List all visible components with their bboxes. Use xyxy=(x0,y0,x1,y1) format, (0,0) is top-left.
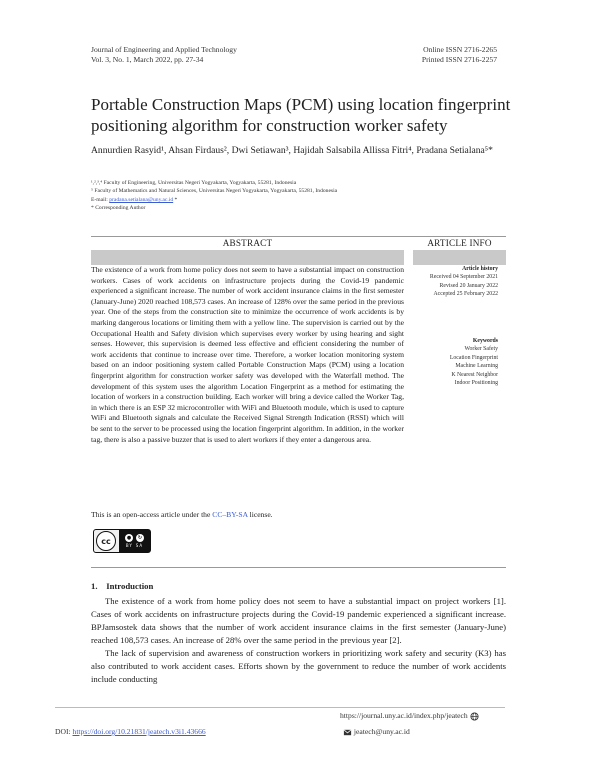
online-issn: Online ISSN 2716-2265 xyxy=(423,45,497,54)
paper-title: Portable Construction Maps (PCM) using location fingerprint positioning algorithm for construction worker safety xyxy=(91,95,511,135)
footer-divider xyxy=(55,707,505,708)
abstract-text: The existence of a work from home policy does not seem to have a substantial impact on construction workers. Cases of work accidents on infrastructure projects during the Covid-19 pandemic experienced a significant increase. The number of work accident insurance claims in the first semester (January-June) 2020 reached 108,573 cases. An increase of 128% over the same period in the previous year. One of the steps from the construction site to minimize the occurrence of work accidents is by marking dangerous locations or limiting them with a yellow line. The supervision is carried out by the Occupational Health and Safety division which supervises every worker by using hearing and sight senses. However, this supervision is deemed less effective and efficient considering the number of work accidents that continue to increase over time. Therefore, a worker location monitoring system based on an indoor positioning system called Portable Construction Maps (PCM) using a location fingerprint algorithm for construction worker safety was developed with the Waterfall method. The development of this system uses the algorithm Location Fingerprint as a method for estimating the location of workers in a construction building. Each worker will bring a device called the Worker Tag, in which there is an ESP 32 microcontroller with WiFi and Bluetooth module, which is used to capture WiFi and Bluetooth signals and calculate the Received Signal Strength Indication (RSSI) which will be sent to the server to be processed using the location fingerprint algorithm. In addition, in the worker tag, there is also a passive buzzer that is used to alert workers if they enter a dangerous area. xyxy=(91,265,404,444)
article-history-heading: Article history xyxy=(462,266,498,272)
email-icon xyxy=(343,728,352,737)
author-email-link[interactable]: pradana.setialana@uny.ac.id xyxy=(109,196,174,203)
oa-prefix: This is an open-access article under the xyxy=(91,510,213,519)
sa-share-icon: ↻ xyxy=(137,535,143,541)
keywords-heading: Keywords xyxy=(472,338,498,344)
doi-line xyxy=(55,727,206,736)
keyword-item: K Nearest Neighbor xyxy=(451,371,498,378)
introduction-body xyxy=(91,595,506,686)
keyword-item: Location Fingerprint xyxy=(449,354,498,361)
affiliation-2: ⁵ Faculty of Mathematics and Natural Sciences, Universitas Negeri Yogyakarta, Yogyakarta, 55281, Indonesia xyxy=(91,188,338,195)
article-info-heading: ARTICLE INFO xyxy=(427,238,492,248)
abstract-heading-bar xyxy=(91,250,404,265)
article-history xyxy=(415,265,498,299)
cc-by-sa-badge[interactable] xyxy=(93,529,151,553)
accepted-date: Accepted 25 February 2022 xyxy=(433,291,498,298)
intro-paragraph-2: The lack of supervision and awareness of construction workers in prioritizing work safety and security (K3) has also contributed to work accident cases. Efforts shown by the government to reduce the number of work accidents include conducting xyxy=(91,648,506,684)
affiliations xyxy=(91,179,511,213)
keyword-item: Machine Learning xyxy=(455,363,498,370)
received-date: Received 04 September 2021 xyxy=(429,274,498,281)
section-divider-bottom xyxy=(91,567,506,568)
journal-site-line xyxy=(340,711,479,721)
abstract-body xyxy=(91,265,404,445)
by-person-icon: ● xyxy=(126,535,132,541)
intro-paragraph-1: The existence of a work from home policy does not seem to have a substantial impact on project workers [1]. Cases of work accidents on infrastructure projects during the Covid-19 pandemic experienced a significant increase. BPJamsostek data shows that the number of work accident insurance claims in the first semester (January-June) reached 108,573 cases. An increase of 28% over the same period in the previous year [2]. xyxy=(91,596,506,645)
keyword-item: Indoor Positioning xyxy=(454,380,498,387)
journal-header xyxy=(91,45,237,65)
journal-name: Journal of Engineering and Applied Technology xyxy=(91,45,237,54)
journal-site-link[interactable]: https://journal.uny.ac.id/index.php/jeatech xyxy=(340,711,468,720)
email-suffix: * xyxy=(173,196,178,203)
globe-icon xyxy=(470,712,479,721)
cc-badge-attributes xyxy=(119,530,150,552)
author-list: Annurdien Rasyid¹, Ahsan Firdaus², Dwi Setiawan³, Hajidah Salsabila Allissa Fitri⁴, Pradana Setialana⁵* xyxy=(91,145,493,156)
by-label: BY xyxy=(125,543,133,548)
printed-issn: Printed ISSN 2716-2257 xyxy=(421,55,497,64)
article-info-heading-bar xyxy=(413,250,506,265)
keywords-block xyxy=(415,337,498,387)
introduction-heading: 1. Introduction xyxy=(91,581,154,591)
keyword-item: Worker Safety xyxy=(464,346,498,353)
affiliation-1: ¹,²,³,⁴ Faculty of Engineering, Universitas Negeri Yogyakarta, Yogyakarta, 55281, Indonesia xyxy=(91,180,297,186)
cc-logo-icon: cc xyxy=(96,531,116,551)
abstract-heading: ABSTRACT xyxy=(222,238,273,248)
revised-date: Revised 20 January 2022 xyxy=(439,282,498,289)
cc-by-sa-link[interactable]: CC–BY-SA xyxy=(212,510,248,519)
corresponding-note: * Corresponding Author xyxy=(91,205,146,212)
oa-suffix: license. xyxy=(247,510,273,519)
section-divider-top xyxy=(91,236,506,237)
email-label: E-mail: xyxy=(91,196,110,203)
open-access-statement xyxy=(91,510,273,519)
sa-label: SA xyxy=(135,543,144,548)
journal-email[interactable]: jeatech@uny.ac.id xyxy=(353,727,410,736)
doi-link[interactable]: https://doi.org/10.21831/jeatech.v3i1.43666 xyxy=(72,727,206,736)
journal-volume: Vol. 3, No. 1, March 2022, pp. 27-34 xyxy=(91,55,204,64)
issn-block xyxy=(422,45,497,65)
journal-email-line xyxy=(343,727,410,737)
email-line xyxy=(91,196,511,204)
doi-label: DOI: xyxy=(55,727,73,736)
